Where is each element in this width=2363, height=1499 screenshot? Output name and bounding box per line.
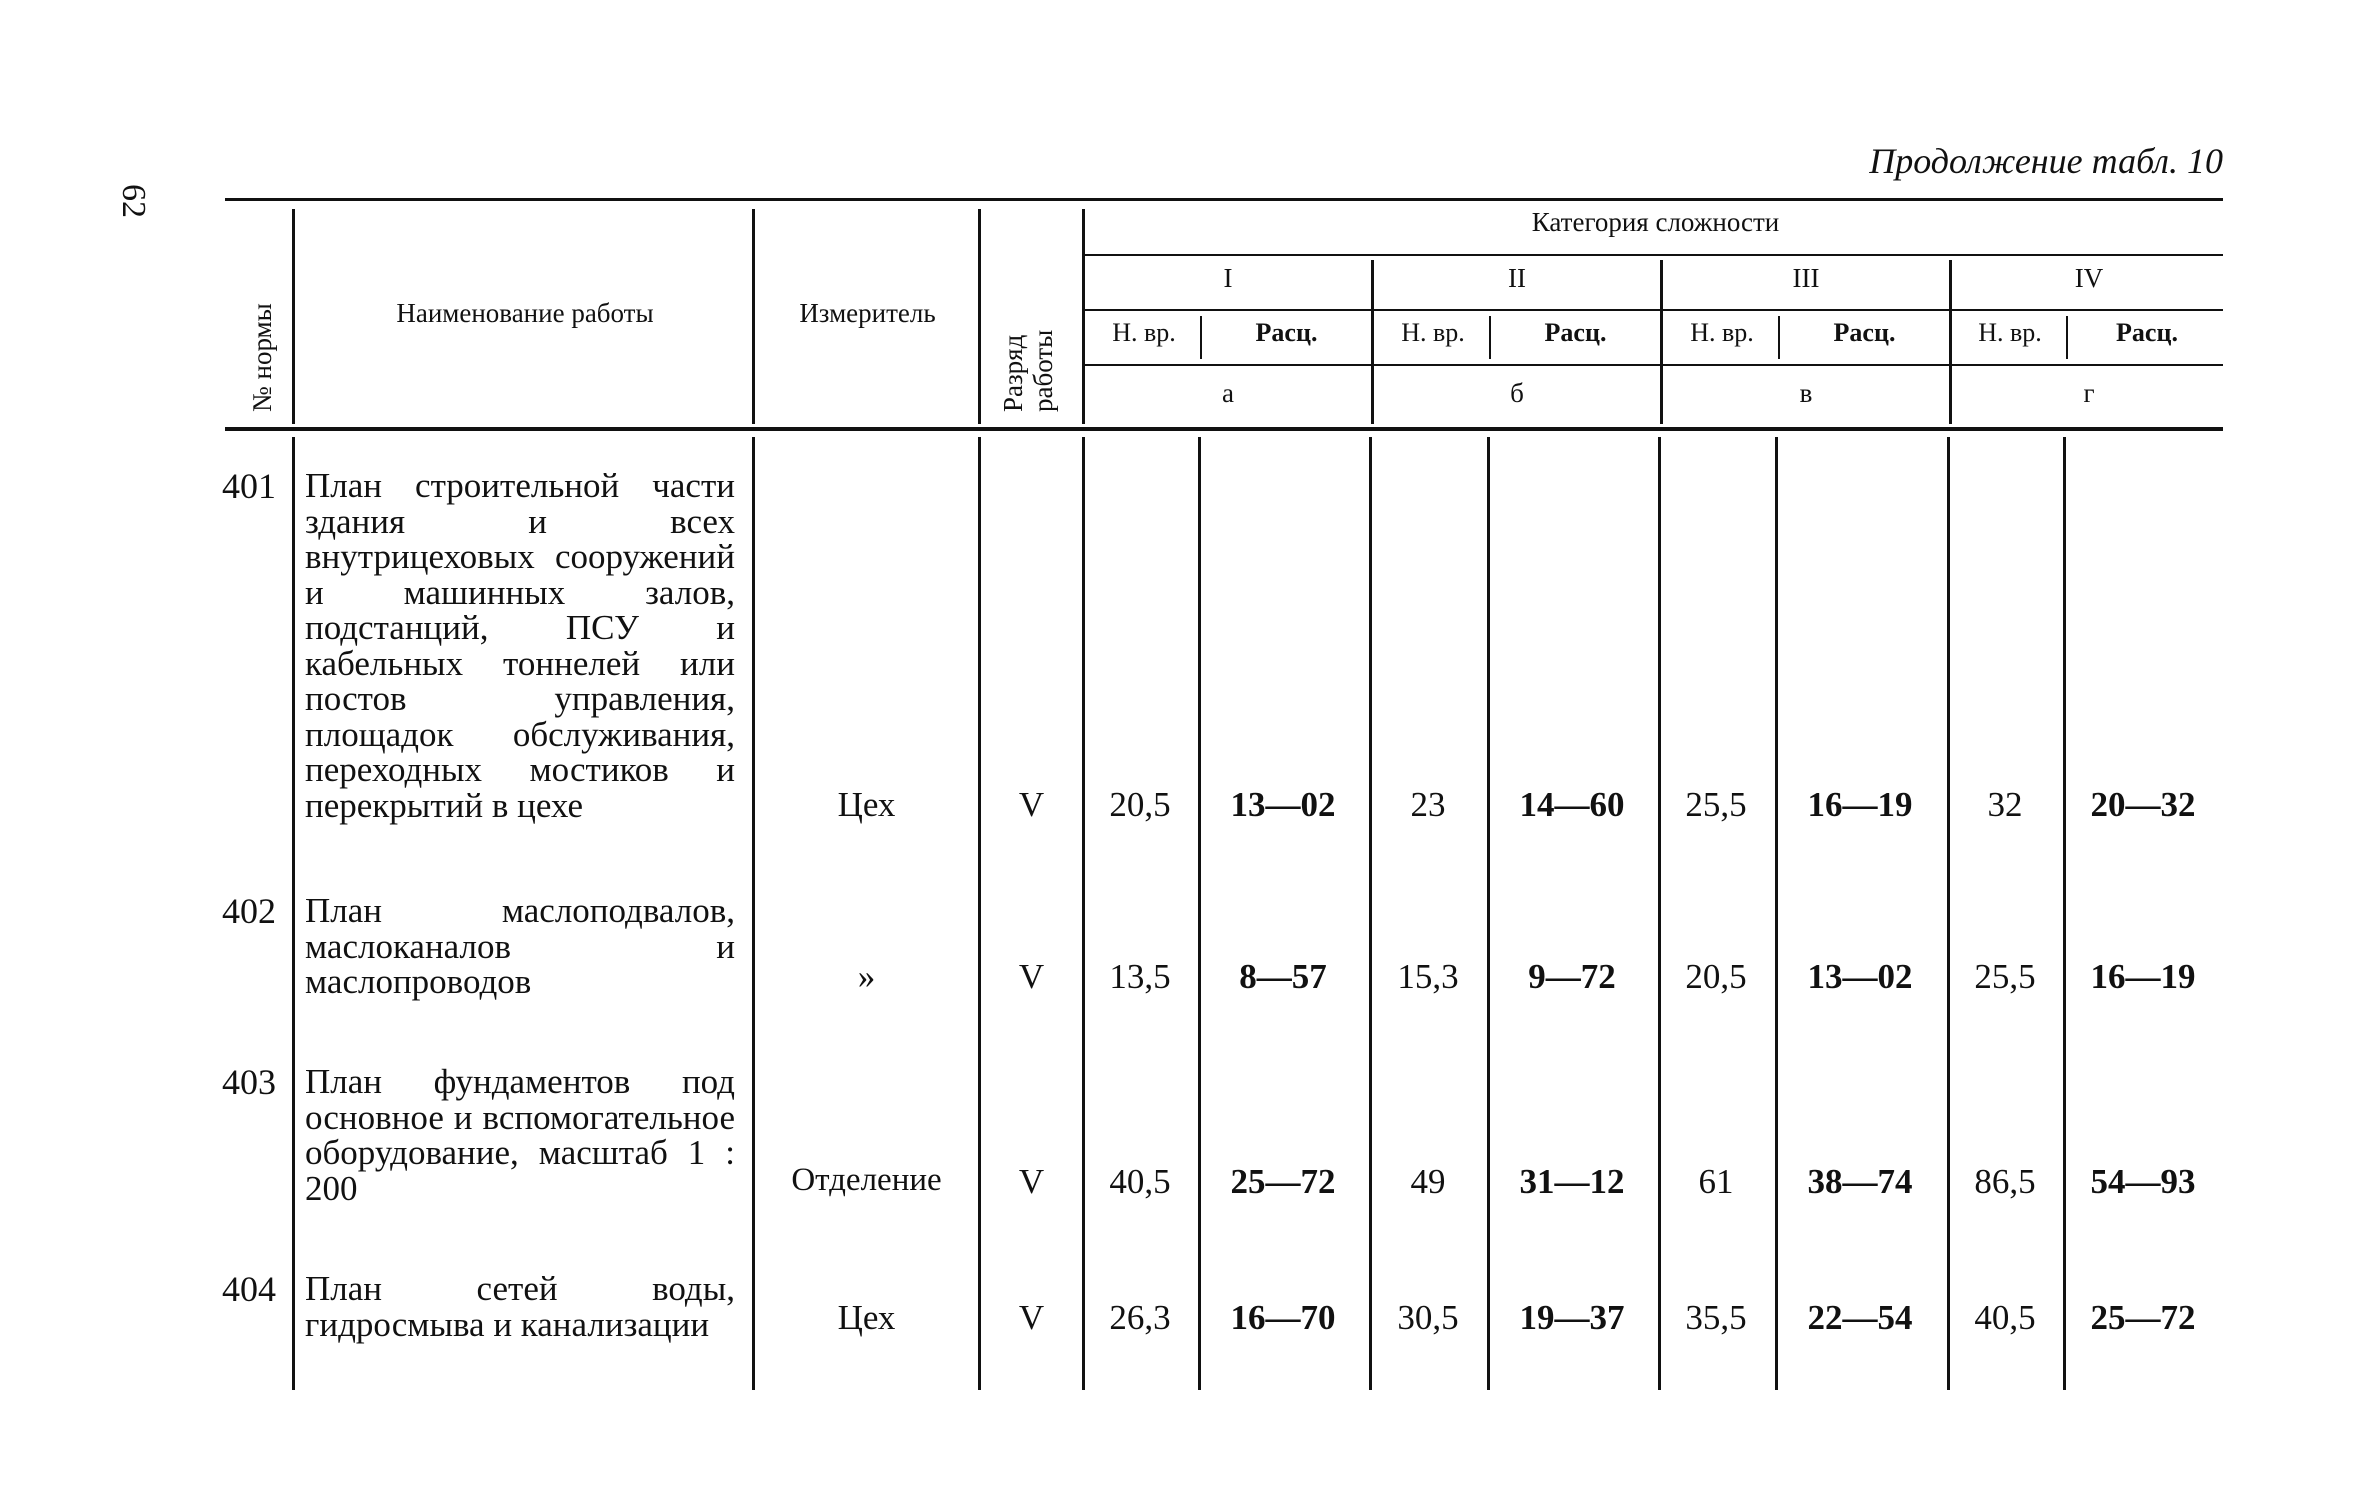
header-time-norm: Н. вр. <box>1978 318 2042 347</box>
body-divider <box>1487 437 1490 1390</box>
roman-rule <box>1085 309 2223 311</box>
rate-value: 25—72 <box>1230 1162 1336 1201</box>
header-category-letter: г <box>2083 378 2095 408</box>
time-value: 20,5 <box>1685 957 1747 996</box>
header-rate: Расц. <box>2116 318 2178 347</box>
time-value: 13,5 <box>1109 957 1171 996</box>
header-category-letter: б <box>1510 378 1524 408</box>
header-category-letter: в <box>1799 378 1813 408</box>
rate-value: 22—54 <box>1807 1298 1913 1337</box>
header-unit: Измеритель <box>799 298 936 328</box>
header-divider <box>978 209 981 424</box>
unit-cell: Цех <box>837 1298 896 1337</box>
time-value: 23 <box>1410 785 1446 824</box>
rate-value: 13—02 <box>1230 785 1336 824</box>
work-name: План сетей воды, гидросмыва и канализации <box>305 1269 735 1344</box>
header-time-norm: Н. вр. <box>1112 318 1176 347</box>
rate-value: 14—60 <box>1519 785 1625 824</box>
header-subdivider <box>2066 316 2068 359</box>
body-divider <box>1658 437 1661 1390</box>
header-category-roman: III <box>1792 263 1820 293</box>
header-work-name: Наименование работы <box>396 298 654 328</box>
header-rate: Расц. <box>1544 318 1607 347</box>
rate-value: 25—72 <box>2090 1298 2196 1337</box>
rate-value: 19—37 <box>1519 1298 1625 1337</box>
rate-value: 20—32 <box>2090 785 2196 824</box>
body-divider <box>978 437 981 1390</box>
top-rule <box>225 198 2223 201</box>
time-value: 25,5 <box>1974 957 2036 996</box>
grade-cell: V <box>1018 1298 1045 1337</box>
rate-value: 31—12 <box>1519 1162 1625 1201</box>
body-divider <box>1947 437 1950 1390</box>
unit-cell: Отделение <box>791 1162 942 1198</box>
header-category-letter: а <box>1222 378 1234 408</box>
body-divider <box>1198 437 1201 1390</box>
time-value: 40,5 <box>1974 1298 2036 1337</box>
header-divider <box>1660 260 1663 424</box>
rate-value: 13—02 <box>1807 957 1913 996</box>
rate-value: 16—70 <box>1230 1298 1336 1337</box>
time-value: 15,3 <box>1397 957 1459 996</box>
header-divider <box>1082 209 1085 424</box>
time-value: 86,5 <box>1974 1162 2036 1201</box>
work-name: План маслоподвалов, маслоканалов и маслопроводов <box>305 891 735 1001</box>
row-number: 402 <box>222 891 276 931</box>
table-caption: Продолжение табл. 10 <box>1869 141 2223 181</box>
time-value: 25,5 <box>1685 785 1747 824</box>
header-subdivider <box>1489 316 1491 359</box>
time-value: 32 <box>1987 785 2023 824</box>
header-time-norm: Н. вр. <box>1690 318 1754 347</box>
body-divider <box>752 437 755 1390</box>
time-value: 30,5 <box>1397 1298 1459 1337</box>
time-value: 40,5 <box>1109 1162 1171 1201</box>
grade-cell: V <box>1018 957 1045 996</box>
header-divider <box>292 209 295 424</box>
time-value: 20,5 <box>1109 785 1171 824</box>
body-divider <box>292 437 295 1390</box>
header-rate: Расц. <box>1255 318 1318 347</box>
unit-cell: » <box>857 957 876 996</box>
grade-cell: V <box>1018 1162 1045 1201</box>
subhead-rule <box>1085 364 2223 366</box>
rate-value: 16—19 <box>1807 785 1913 824</box>
body-divider <box>2063 437 2066 1390</box>
time-value: 35,5 <box>1685 1298 1747 1337</box>
header-category-roman: II <box>1508 263 1526 293</box>
body-divider <box>1082 437 1085 1390</box>
rate-value: 54—93 <box>2090 1162 2196 1201</box>
work-name: План фундаментов под основное и вспомогательное оборудование, масштаб 1 : 200 <box>305 1062 735 1208</box>
header-divider <box>1371 260 1374 424</box>
time-value: 26,3 <box>1109 1298 1171 1337</box>
group-rule <box>1085 254 2223 256</box>
header-category-roman: I <box>1223 263 1233 293</box>
row-number: 401 <box>222 466 276 506</box>
header-grade: Разряд работы <box>998 329 1058 412</box>
body-divider <box>1369 437 1372 1390</box>
time-value: 61 <box>1698 1162 1734 1201</box>
row-number: 403 <box>222 1062 276 1102</box>
header-category-roman: IV <box>2074 263 2104 293</box>
grade-cell: V <box>1018 785 1045 824</box>
rate-value: 8—57 <box>1239 957 1327 996</box>
row-number: 404 <box>222 1269 276 1309</box>
unit-cell: Цех <box>837 785 896 824</box>
header-subdivider <box>1778 316 1780 359</box>
header-subdivider <box>1200 316 1202 359</box>
rate-value: 38—74 <box>1807 1162 1913 1201</box>
work-name: План строительной части здания и всех внутрицеховых сооружений и машинных залов, подстанций, ПСУ и кабельных тоннелей или постов управления, площадок обслуживания, переходных мостиков и перекрытий в цехе <box>305 466 735 825</box>
body-divider <box>1775 437 1778 1390</box>
time-value: 49 <box>1410 1162 1446 1201</box>
header-divider <box>1949 260 1952 424</box>
header-rate: Расц. <box>1833 318 1896 347</box>
header-bottom-rule <box>225 427 2223 431</box>
header-norm-number: № нормы <box>247 303 277 412</box>
rate-value: 9—72 <box>1528 957 1616 996</box>
header-divider <box>752 209 755 424</box>
page-number: 62 <box>115 184 152 218</box>
header-complexity-group: Категория сложности <box>1531 207 1780 237</box>
rate-value: 16—19 <box>2090 957 2196 996</box>
header-time-norm: Н. вр. <box>1401 318 1465 347</box>
